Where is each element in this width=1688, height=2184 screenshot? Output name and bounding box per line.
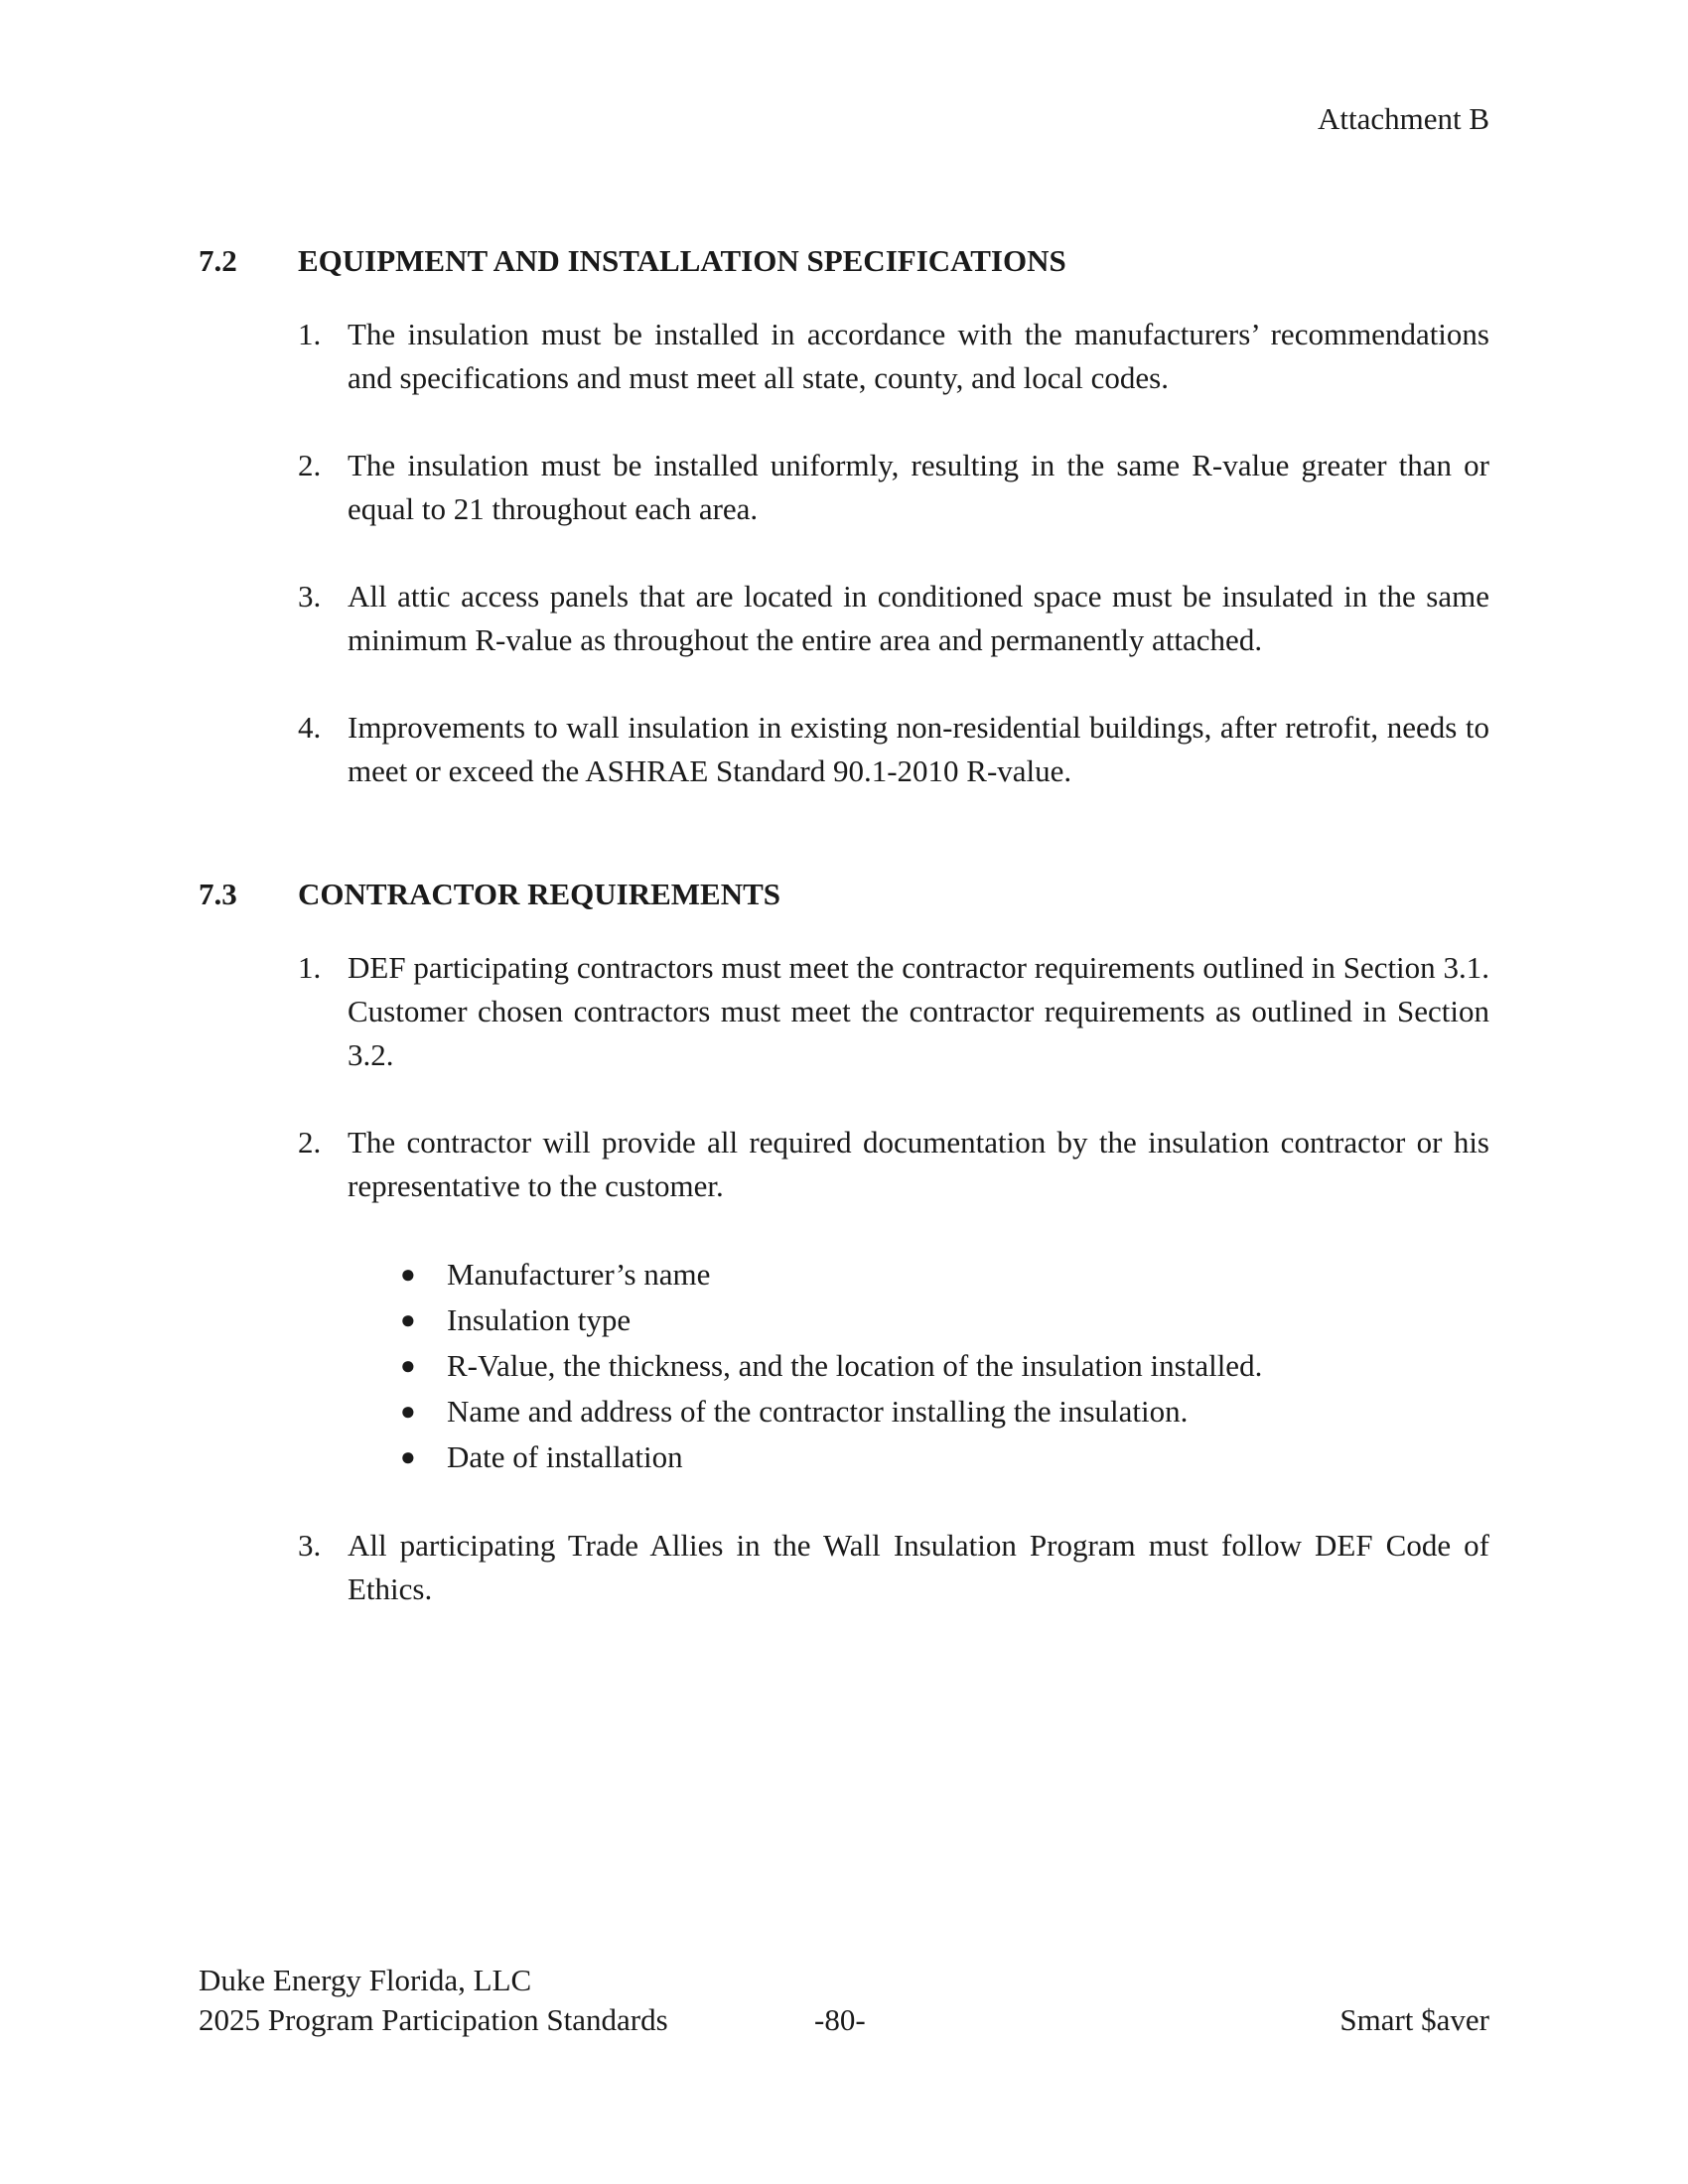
- item-number: 4.: [298, 710, 322, 745]
- bullet-icon: ●: [400, 1260, 416, 1289]
- list-item: [199, 575, 1489, 662]
- item-text: All participating Trade Allies in the Wall Insulation Program must follow DEF Code of Ethics.: [348, 1528, 1489, 1606]
- list-item: [199, 946, 1489, 1077]
- item-number: 3.: [298, 1528, 322, 1563]
- footer-document-title: 2025 Program Participation Standards: [199, 2002, 668, 2037]
- section-7-2: [199, 241, 1489, 793]
- page-number: -80-: [814, 2002, 866, 2037]
- numbered-list: [199, 313, 1489, 793]
- section-number: 7.3: [199, 877, 237, 911]
- bullet-item: [199, 1343, 1489, 1389]
- section-title: CONTRACTOR REQUIREMENTS: [298, 877, 781, 911]
- item-number: 1.: [298, 950, 322, 985]
- section-7-3: [199, 875, 1489, 1611]
- bullet-item: [199, 1252, 1489, 1297]
- bullet-text: Manufacturer’s name: [447, 1257, 711, 1292]
- section-title: EQUIPMENT AND INSTALLATION SPECIFICATIONS: [298, 243, 1066, 278]
- item-text: Improvements to wall insulation in existing non-residential buildings, after retrofit, needs to meet or exceed the ASHRAE Standard 90.1-2010 R-value.: [348, 710, 1489, 788]
- bullet-text: Name and address of the contractor installing the insulation.: [447, 1394, 1189, 1429]
- footer-company: Duke Energy Florida, LLC: [199, 1963, 532, 1997]
- list-item: [199, 1121, 1489, 1480]
- item-text: The contractor will provide all required documentation by the insulation contractor or his representative to the customer.: [348, 1125, 1489, 1203]
- list-item: [199, 706, 1489, 793]
- item-number: 2.: [298, 448, 322, 482]
- section-heading: [199, 241, 1489, 281]
- item-number: 1.: [298, 317, 322, 351]
- section-heading: [199, 875, 1489, 914]
- item-text: DEF participating contractors must meet the contractor requirements outlined in Section 3.1. Customer chosen contractors must meet the contractor requirements as outlined in Section 3.2.: [348, 950, 1489, 1072]
- item-number: 2.: [298, 1125, 322, 1160]
- bullet-item: [199, 1434, 1489, 1480]
- list-item: [199, 444, 1489, 531]
- bullet-item: [199, 1389, 1489, 1434]
- item-number: 3.: [298, 579, 322, 614]
- numbered-list: [199, 946, 1489, 1611]
- bullet-icon: ●: [400, 1442, 416, 1471]
- bullet-item: [199, 1297, 1489, 1343]
- bullet-icon: ●: [400, 1305, 416, 1334]
- bullet-text: R-Value, the thickness, and the location of the insulation installed.: [447, 1348, 1263, 1383]
- list-item: [199, 1524, 1489, 1611]
- bullet-icon: ●: [400, 1351, 416, 1380]
- bullet-text: Date of installation: [447, 1439, 683, 1474]
- bullet-text: Insulation type: [447, 1302, 632, 1337]
- bullet-list: [348, 1252, 1489, 1480]
- section-number: 7.2: [199, 243, 237, 278]
- item-text: All attic access panels that are located in conditioned space must be insulated in the same minimum R-value as throughout the entire area and permanently attached.: [348, 579, 1489, 657]
- item-text: The insulation must be installed in accordance with the manufacturers’ recommendations and specifications and must meet all state, county, and local codes.: [348, 317, 1489, 395]
- footer-row: [199, 2000, 1489, 2040]
- item-text: The insulation must be installed uniformly, resulting in the same R-value greater than or equal to 21 throughout each area.: [348, 448, 1489, 526]
- page-footer: [199, 1961, 1489, 2040]
- bullet-icon: ●: [400, 1397, 416, 1426]
- attachment-label: Attachment B: [1317, 101, 1489, 136]
- list-item: [199, 313, 1489, 400]
- footer-program-name: Smart $aver: [1339, 2002, 1489, 2037]
